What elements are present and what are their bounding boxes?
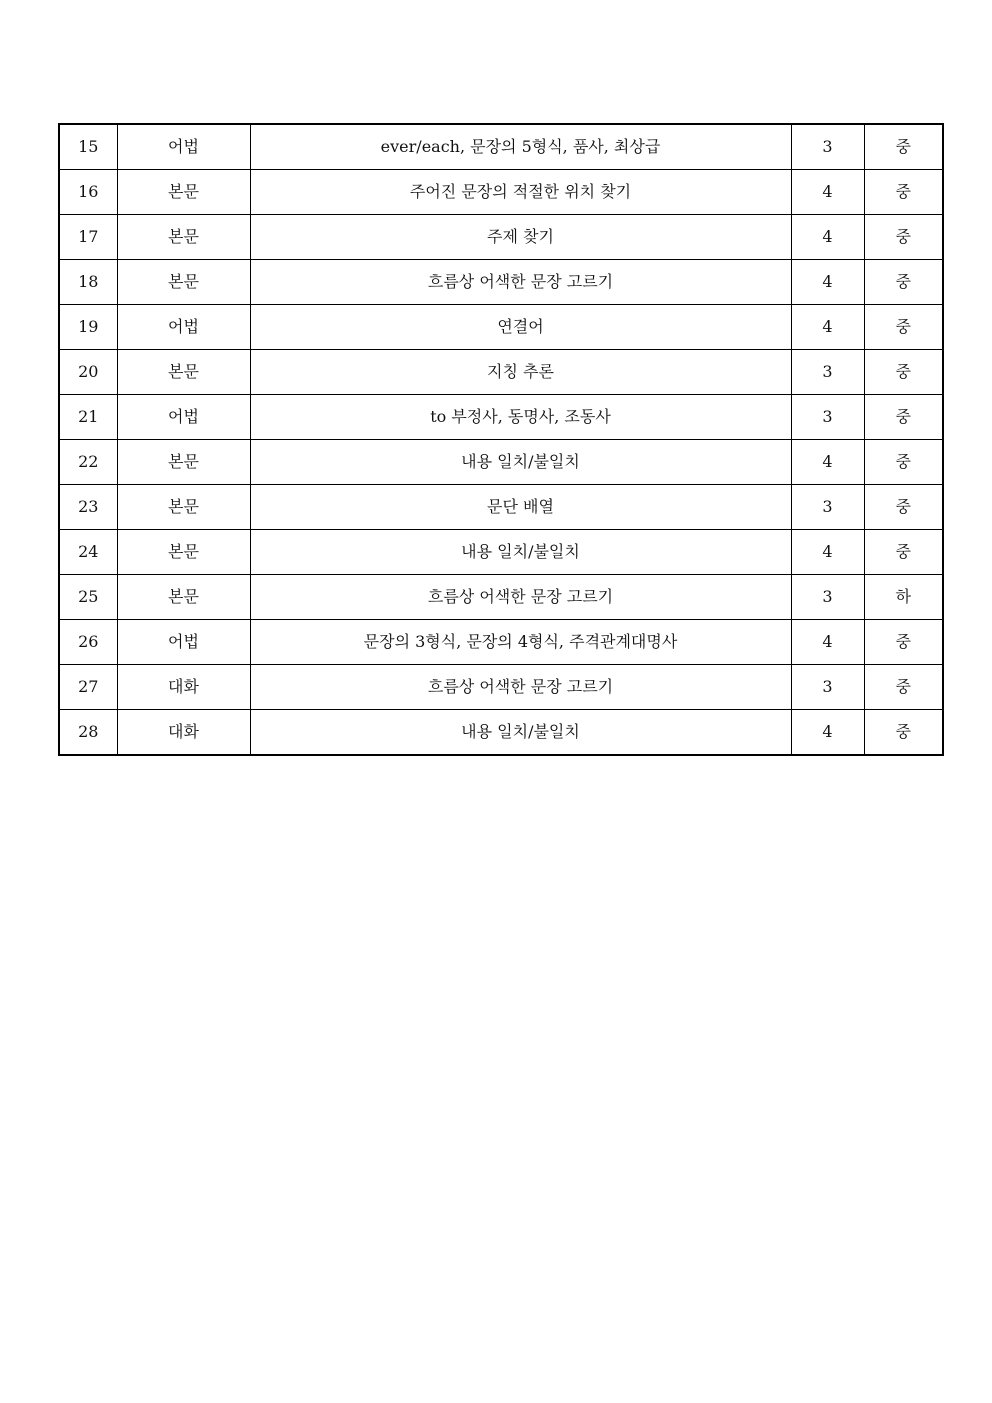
table-row <box>59 170 943 215</box>
table-row <box>59 215 943 260</box>
difficulty-cell: 중 <box>864 395 943 440</box>
score-cell: 4 <box>791 215 864 260</box>
topic-cell: 문단 배열 <box>250 485 791 530</box>
difficulty-cell: 중 <box>864 170 943 215</box>
score-cell: 4 <box>791 530 864 575</box>
question-number-cell: 16 <box>59 170 117 215</box>
difficulty-cell: 중 <box>864 440 943 485</box>
table-row <box>59 665 943 710</box>
score-cell: 4 <box>791 170 864 215</box>
topic-cell: 흐름상 어색한 문장 고르기 <box>250 665 791 710</box>
table-row <box>59 620 943 665</box>
question-number-cell: 23 <box>59 485 117 530</box>
topic-cell: to 부정사, 동명사, 조동사 <box>250 395 791 440</box>
difficulty-cell: 중 <box>864 124 943 170</box>
category-cell: 본문 <box>117 575 250 620</box>
topic-cell: ever/each, 문장의 5형식, 품사, 최상급 <box>250 124 791 170</box>
topic-cell: 연결어 <box>250 305 791 350</box>
difficulty-cell: 중 <box>864 215 943 260</box>
table-row <box>59 710 943 756</box>
question-number-cell: 28 <box>59 710 117 756</box>
question-number-cell: 15 <box>59 124 117 170</box>
category-cell: 대화 <box>117 710 250 756</box>
category-cell: 대화 <box>117 665 250 710</box>
question-number-cell: 17 <box>59 215 117 260</box>
question-number-cell: 24 <box>59 530 117 575</box>
question-number-cell: 20 <box>59 350 117 395</box>
table-row <box>59 485 943 530</box>
topic-cell: 내용 일치/불일치 <box>250 710 791 756</box>
score-cell: 3 <box>791 350 864 395</box>
question-analysis-table <box>58 123 944 756</box>
table-row <box>59 395 943 440</box>
category-cell: 본문 <box>117 530 250 575</box>
category-cell: 어법 <box>117 305 250 350</box>
topic-cell: 내용 일치/불일치 <box>250 440 791 485</box>
table-row <box>59 124 943 170</box>
topic-cell: 흐름상 어색한 문장 고르기 <box>250 260 791 305</box>
category-cell: 어법 <box>117 620 250 665</box>
category-cell: 본문 <box>117 170 250 215</box>
score-cell: 3 <box>791 124 864 170</box>
category-cell: 본문 <box>117 440 250 485</box>
question-number-cell: 19 <box>59 305 117 350</box>
question-number-cell: 25 <box>59 575 117 620</box>
table-row <box>59 575 943 620</box>
difficulty-cell: 중 <box>864 710 943 756</box>
topic-cell: 주제 찾기 <box>250 215 791 260</box>
question-number-cell: 26 <box>59 620 117 665</box>
score-cell: 4 <box>791 620 864 665</box>
score-cell: 4 <box>791 260 864 305</box>
difficulty-cell: 중 <box>864 305 943 350</box>
category-cell: 어법 <box>117 124 250 170</box>
category-cell: 본문 <box>117 215 250 260</box>
category-cell: 어법 <box>117 395 250 440</box>
category-cell: 본문 <box>117 350 250 395</box>
category-cell: 본문 <box>117 260 250 305</box>
difficulty-cell: 중 <box>864 350 943 395</box>
difficulty-cell: 중 <box>864 665 943 710</box>
difficulty-cell: 하 <box>864 575 943 620</box>
question-number-cell: 21 <box>59 395 117 440</box>
difficulty-cell: 중 <box>864 260 943 305</box>
topic-cell: 지칭 추론 <box>250 350 791 395</box>
topic-cell: 내용 일치/불일치 <box>250 530 791 575</box>
score-cell: 4 <box>791 440 864 485</box>
difficulty-cell: 중 <box>864 530 943 575</box>
table-body <box>59 124 943 755</box>
table-row <box>59 305 943 350</box>
score-cell: 3 <box>791 575 864 620</box>
score-cell: 4 <box>791 305 864 350</box>
question-number-cell: 22 <box>59 440 117 485</box>
topic-cell: 흐름상 어색한 문장 고르기 <box>250 575 791 620</box>
score-cell: 4 <box>791 710 864 756</box>
category-cell: 본문 <box>117 485 250 530</box>
topic-cell: 주어진 문장의 적절한 위치 찾기 <box>250 170 791 215</box>
difficulty-cell: 중 <box>864 485 943 530</box>
topic-cell: 문장의 3형식, 문장의 4형식, 주격관계대명사 <box>250 620 791 665</box>
score-cell: 3 <box>791 485 864 530</box>
table-row <box>59 530 943 575</box>
table-row <box>59 440 943 485</box>
question-number-cell: 18 <box>59 260 117 305</box>
table-row <box>59 260 943 305</box>
question-number-cell: 27 <box>59 665 117 710</box>
difficulty-cell: 중 <box>864 620 943 665</box>
table-row <box>59 350 943 395</box>
score-cell: 3 <box>791 395 864 440</box>
score-cell: 3 <box>791 665 864 710</box>
